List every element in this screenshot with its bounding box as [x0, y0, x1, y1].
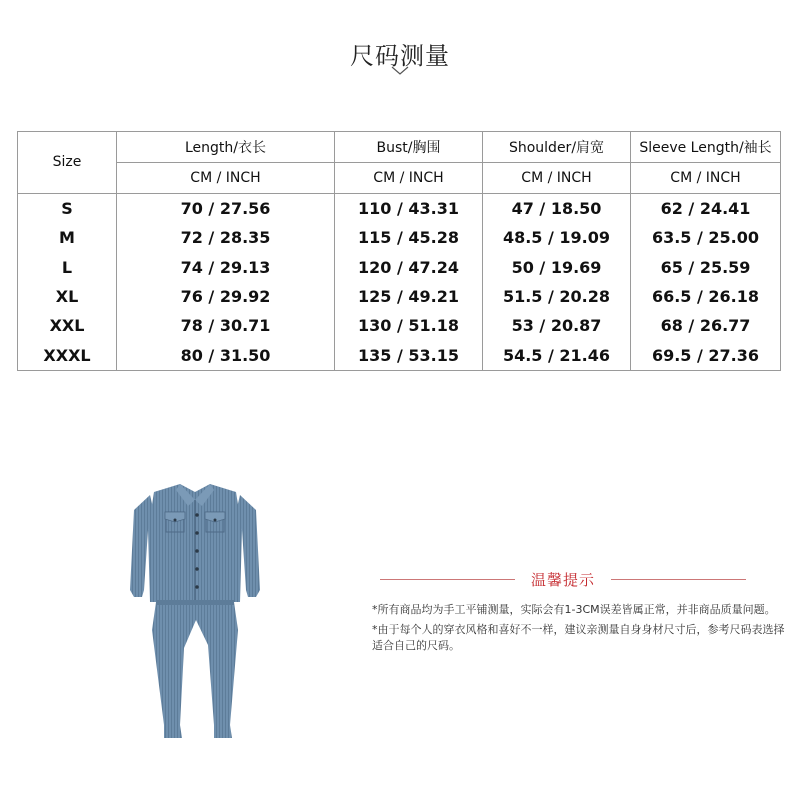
table-cell: 69.5 / 27.36 [631, 341, 781, 371]
table-row [18, 223, 781, 252]
size-cell: XXXL [18, 341, 117, 371]
table-cell: 65 / 25.59 [631, 253, 781, 282]
table-cell: 48.5 / 19.09 [483, 223, 631, 252]
table-row [18, 253, 781, 282]
table-cell: 78 / 30.71 [117, 311, 335, 340]
unit-row [18, 163, 781, 193]
table-row [18, 311, 781, 340]
table-cell: 130 / 51.18 [335, 311, 483, 340]
size-cell: M [18, 223, 117, 252]
table-cell: 51.5 / 20.28 [483, 282, 631, 311]
table-cell: 74 / 29.13 [117, 253, 335, 282]
table-cell: 76 / 29.92 [117, 282, 335, 311]
table-cell: 62 / 24.41 [631, 193, 781, 223]
page-title: 尺码测量 [350, 42, 450, 70]
table-header-row [18, 132, 781, 163]
table-cell: 68 / 26.77 [631, 311, 781, 340]
table-cell: 63.5 / 25.00 [631, 223, 781, 252]
size-header: Size [18, 132, 117, 194]
table-cell: 54.5 / 21.46 [483, 341, 631, 371]
size-cell: L [18, 253, 117, 282]
unit-header: CM / INCH [631, 163, 781, 193]
table-cell: 66.5 / 26.18 [631, 282, 781, 311]
table-cell: 125 / 49.21 [335, 282, 483, 311]
tips-heading [380, 569, 746, 591]
table-cell: 72 / 28.35 [117, 223, 335, 252]
table-cell: 110 / 43.31 [335, 193, 483, 223]
table-cell: 115 / 45.28 [335, 223, 483, 252]
table-row [18, 193, 781, 223]
table-cell: 47 / 18.50 [483, 193, 631, 223]
chevron-down-icon [391, 66, 409, 76]
table-cell: 53 / 20.87 [483, 311, 631, 340]
column-header: Sleeve Length/袖长 [631, 132, 781, 163]
unit-header: CM / INCH [117, 163, 335, 193]
tip-note: *由于每个人的穿衣风格和喜好不一样，建议亲测量自身身材尺寸后，参考尺码表选择适合自己的尺码。 [372, 623, 785, 652]
table-cell: 120 / 47.24 [335, 253, 483, 282]
table-row [18, 341, 781, 371]
size-cell: S [18, 193, 117, 223]
column-header: Shoulder/肩宽 [483, 132, 631, 163]
unit-header: CM / INCH [335, 163, 483, 193]
tips-title: 温馨提示 [530, 571, 595, 589]
tip-note: *所有商品均为手工平铺测量，实际会有1-3CM误差皆属正常，并非商品质量问题。 [372, 603, 776, 616]
table-cell: 50 / 19.69 [483, 253, 631, 282]
table-cell: 70 / 27.56 [117, 193, 335, 223]
product-image [120, 470, 270, 745]
column-header: Length/衣长 [117, 132, 335, 163]
size-cell: XL [18, 282, 117, 311]
table-row [18, 282, 781, 311]
tips-notes [372, 602, 792, 658]
size-cell: XXL [18, 311, 117, 340]
table-cell: 80 / 31.50 [117, 341, 335, 371]
column-header: Bust/胸围 [335, 132, 483, 163]
unit-header: CM / INCH [483, 163, 631, 193]
table-cell: 135 / 53.15 [335, 341, 483, 371]
size-chart-table [17, 131, 781, 371]
